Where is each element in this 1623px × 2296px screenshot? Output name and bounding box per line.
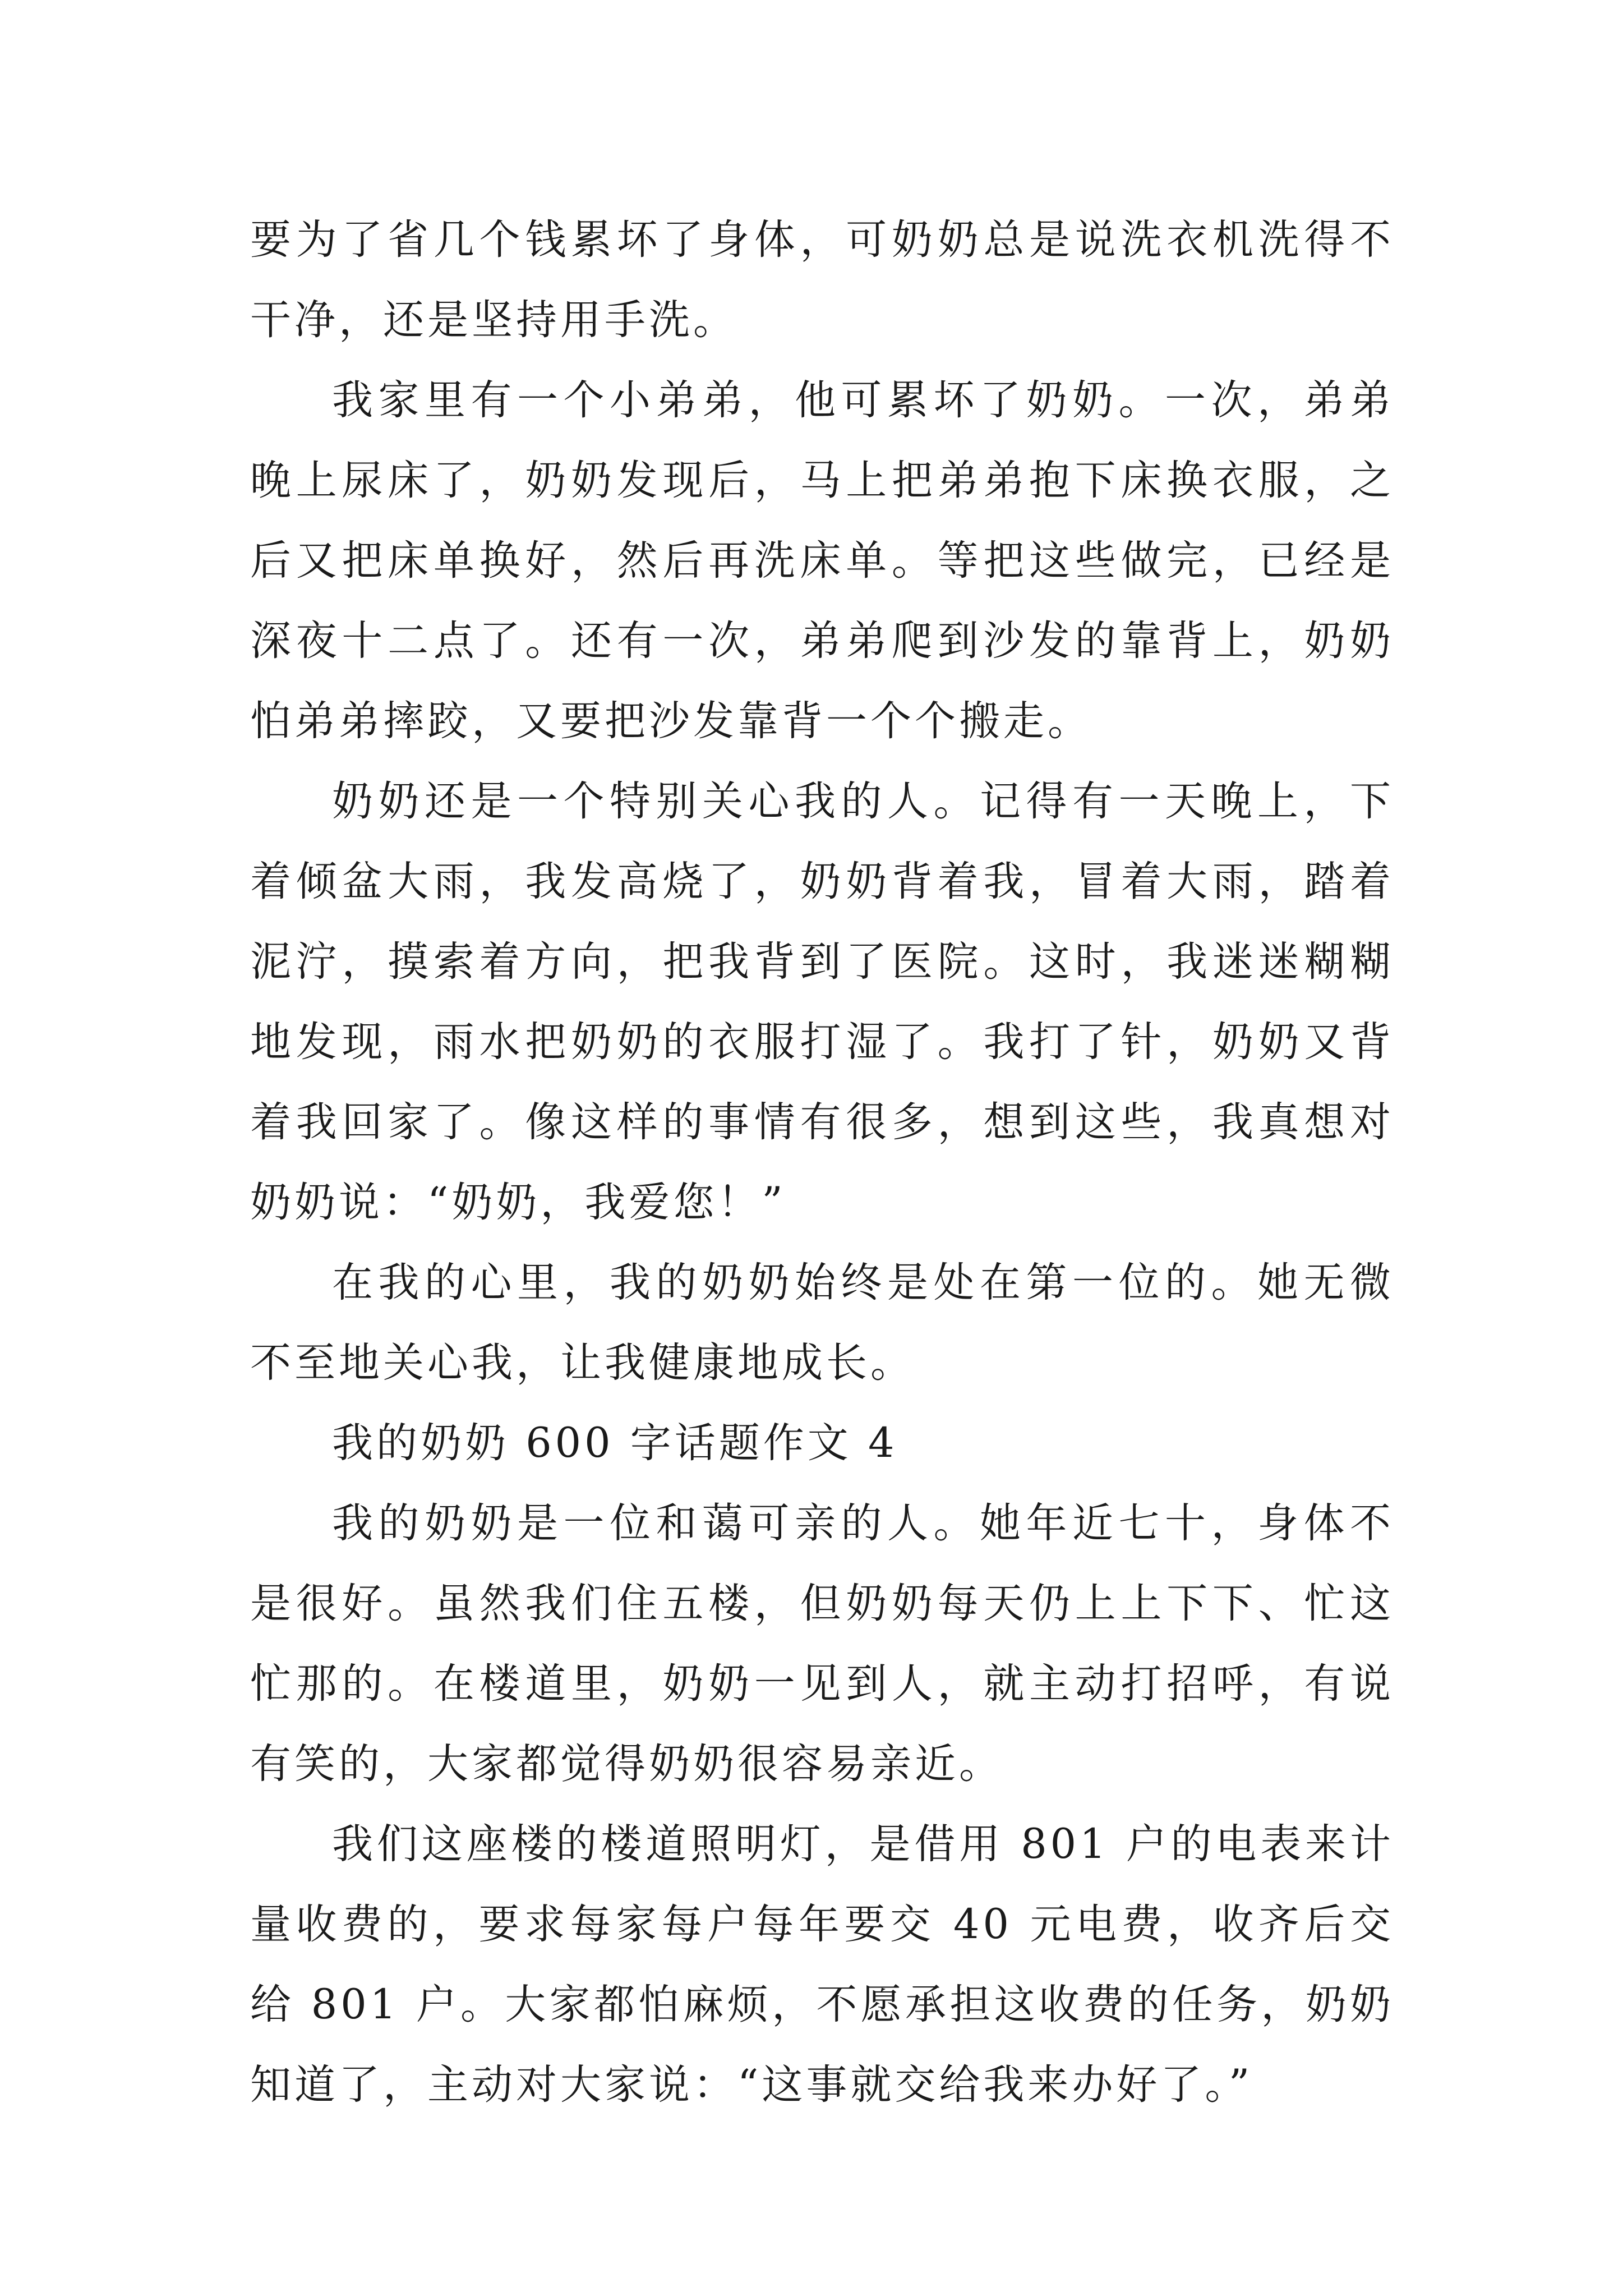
paragraph-6: 我们这座楼的楼道照明灯，是借用 801 户的电表来计量收费的，要求每家每户每年要交 40 元电费，收齐后交给 801 户。大家都怕麻烦，不愿承担这收费的任务，奶奶知道了，主动对大家说：“这事就交给我来办好了。” xyxy=(250,1820,1394,2109)
paragraph-5: 我的奶奶是一位和蔼可亲的人。她年近七十，身体不是很好。虽然我们住五楼，但奶奶每天仍上上下下、忙这忙那的。在楼道里，奶奶一见到人，就主动打招呼，有说有笑的，大家都觉得奶奶很容易亲近。 xyxy=(250,1499,1394,1788)
paragraph-2: 我家里有一个小弟弟，他可累坏了奶奶。一次，弟弟晚上尿床了，奶奶发现后，马上把弟弟抱下床换衣服，之后又把床单换好，然后再洗床单。等把这些做完，已经是深夜十二点了。还有一次，弟弟爬到沙发的靠背上，奶奶怕弟弟摔跤，又要把沙发靠背一个个搬走。 xyxy=(250,376,1394,745)
essay-heading: 我的奶奶 600 字话题作文 4 xyxy=(332,1419,898,1467)
body-text xyxy=(250,200,1394,2125)
paragraph-4: 在我的心里，我的奶奶始终是处在第一位的。她无微不至地关心我，让我健康地成长。 xyxy=(250,1259,1394,1387)
paragraph-3: 奶奶还是一个特别关心我的人。记得有一天晚上，下着倾盆大雨，我发高烧了，奶奶背着我，冒着大雨，踏着泥泞，摸索着方向，把我背到了医院。这时，我迷迷糊糊地发现，雨水把奶奶的衣服打湿了。我打了针，奶奶又背着我回家了。像这样的事情有很多，想到这些，我真想对奶奶说：“奶奶，我爱您！” xyxy=(250,777,1394,1226)
paragraph-1: 要为了省几个钱累坏了身体，可奶奶总是说洗衣机洗得不干净，还是坚持用手洗。 xyxy=(250,216,1394,344)
